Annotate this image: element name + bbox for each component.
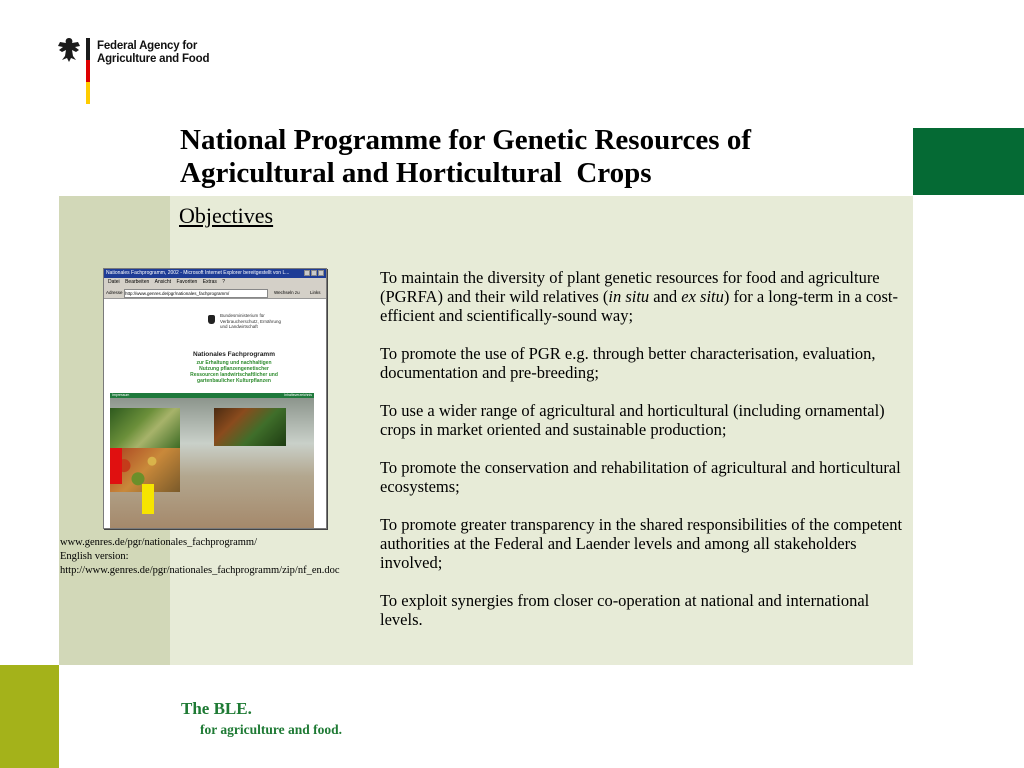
caption-english-label: English version:	[60, 551, 129, 562]
ministry-line: Bundesministerium für	[220, 313, 265, 318]
browser-addressbar	[104, 287, 326, 299]
section-heading-objectives: Objectives	[179, 203, 274, 228]
close-icon	[318, 270, 324, 276]
red-square	[110, 448, 122, 484]
site-subheading	[174, 360, 294, 384]
objective-2: To promote the use of PGR e.g. through better characterisation, evaluation, documentation and pre-breeding;	[380, 344, 876, 382]
minimize-icon	[304, 270, 310, 276]
menu-item: ?	[222, 279, 226, 285]
crops-photo	[214, 408, 286, 446]
subheading-line: gartenbaulicher Kulturpflanzen	[197, 378, 271, 384]
subheading-line: Ressourcen landwirtschaftlicher und	[190, 372, 278, 378]
objective-6: To exploit synergies from closer co-operation at national and international levels.	[380, 591, 870, 629]
address-label: Adresse	[106, 290, 123, 295]
agency-name-line1: Federal Agency for	[97, 40, 198, 52]
field-photo	[110, 408, 180, 448]
menu-item: Ansicht	[154, 279, 172, 285]
objective-1	[380, 268, 908, 325]
browser-content	[104, 299, 326, 528]
menu-item: Bearbeiten	[125, 279, 150, 285]
ministry-name	[220, 313, 281, 330]
nav-inhalt: Inhaltsverzeichnis	[284, 393, 312, 397]
browser-window-title: Nationales Fachprogramm, 2002 - Microsoft Internet Explorer bereitgestellt von L...	[106, 270, 290, 276]
objective-1-text: To maintain the diversity of plant genetic resources for food and agriculture (PGRFA) and their wild relatives (	[380, 268, 880, 306]
browser-titlebar	[104, 269, 326, 278]
site-heading: Nationales Fachprogramm	[193, 351, 275, 358]
ex-situ-term: ex situ	[681, 287, 724, 306]
website-screenshot	[103, 268, 327, 529]
maximize-icon	[311, 270, 317, 276]
subheading-line: zur Erhaltung und nachhaltigen	[196, 360, 272, 366]
screenshot-caption	[60, 536, 340, 578]
green-accent-block	[913, 128, 1024, 195]
yellow-square	[142, 484, 154, 514]
title-line2: Agricultural and Horticultural Crops	[180, 157, 652, 189]
subheading-line: Nutzung pflanzengenetischer	[199, 366, 269, 372]
agency-name-line2: Agriculture and Food	[97, 53, 210, 65]
ministry-eagle-icon	[208, 315, 215, 324]
objectives-list	[380, 268, 908, 648]
ministry-line: Verbraucherschutz, Ernährung	[220, 318, 282, 324]
ministry-line: und Landwirtschaft	[220, 324, 258, 329]
in-situ-term: in situ	[608, 287, 650, 306]
footer-subtitle: for agriculture and food.	[200, 722, 343, 737]
nav-impressum: Impressum	[112, 393, 130, 397]
flag-stripe	[86, 38, 90, 104]
objective-5: To promote greater transparency in the shared responsibilities of the competent authorities at the Federal and Laender levels and among all stakeholders involved;	[380, 515, 903, 572]
objective-4: To promote the conservation and rehabilitation of agricultural and horticultural ecosystems;	[380, 458, 901, 496]
objective-1-end: ) for a long-term in a cost-efficient and scientifically-sound way;	[380, 287, 898, 325]
menu-item: Favoriten	[176, 279, 198, 285]
objective-3: To use a wider range of agricultural and horticultural (including ornamental) crops in market oriented and sustainable production;	[380, 401, 885, 439]
site-photo-collage	[110, 398, 314, 528]
objective-1-and: and	[649, 287, 682, 306]
lime-accent-block	[0, 665, 59, 768]
menu-item: Extras	[202, 279, 217, 285]
caption-url: www.genres.de/pgr/nationales_fachprogramm/	[60, 537, 258, 548]
address-field: http://www.genres.de/pgr/nationales_fachprogramm/	[124, 289, 268, 298]
eagle-icon	[56, 36, 82, 64]
links-label: Links	[310, 290, 321, 295]
go-label: Wechseln zu	[274, 290, 300, 295]
title-line1: National Programme for Genetic Resources of	[180, 124, 751, 156]
menu-item: Datei	[108, 279, 120, 285]
caption-english-url: http://www.genres.de/pgr/nationales_fachprogramm/zip/nf_en.doc	[60, 565, 340, 576]
browser-menubar	[104, 278, 326, 287]
footer-title: The BLE.	[181, 699, 252, 718]
agency-name	[97, 40, 209, 66]
slide-title	[180, 124, 900, 190]
